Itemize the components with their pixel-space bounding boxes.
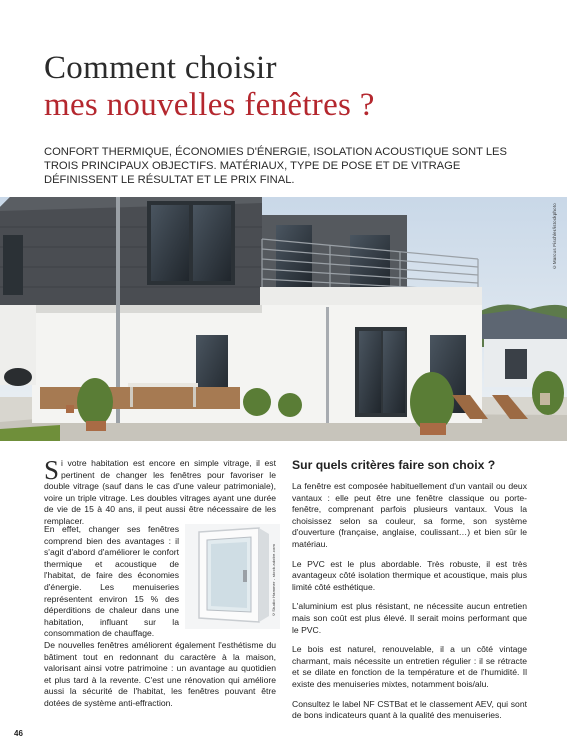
dropcap: S bbox=[44, 455, 60, 485]
paragraph: La fenêtre est composée habituellement d'un vantail ou deux vantaux : elle peut être une fenêtre classique ou porte-fenêtre, comprenant parfois plusieurs vantaux. Vous la choisissez selon sa couleur, sa forme, son système d'ouverture (française, anglaise, coulissant…) et bien sûr le matériau. bbox=[292, 481, 527, 549]
house-photo bbox=[0, 197, 567, 441]
paragraph: En effet, changer ses fenêtres comprend bien des avantages : il s'agit d'abord d'améliorer le confort thermique et acoustique de l'habitat, de faire des économies d'énergie. Les menuiseries représentent environ 15 % des déperditions de chaleur dans une habitation, influant sur la consommation de chauffage. bbox=[44, 524, 179, 639]
paragraph: Le bois est naturel, renouvelable, il a un côté vintage charmant, mais nécessite un entretien régulier : il se rétracte et se dilate en fonction de la température et de l'humidité. Il existe des menuiseries mixtes, notamment bois/alu. bbox=[292, 644, 527, 689]
house-illustration bbox=[0, 197, 567, 441]
inset-credit: ©Studio Hammer - stock.adobe.com bbox=[271, 544, 276, 617]
paragraph: Si votre habitation est encore en simple vitrage, il est pertinent de changer les fenêtres pour favoriser le double vitrage (sauf dans le cas d'une valeur patrimoniale), voire un triple vitrage. Les doubles vitrages ayant une durée de vie de 15 à 40 ans, il peut aussi être nécessaire de les remplacer. bbox=[44, 455, 276, 526]
page-number: 46 bbox=[14, 729, 23, 738]
paragraph: De nouvelles fenêtres améliorent également l'esthétisme du bâtiment tout en redonnant du caractère à la maison, valorisant ainsi votre patrimoine : un avantage au quotidien et plus tard à la revente. C'est une rénovation qui améliore aussi la sécurité de l'habitat, les fenêtres pouvant être dotées de système anti-effraction. bbox=[44, 640, 276, 708]
window-profile-image bbox=[185, 524, 280, 629]
paragraph: Consultez le label NF CSTBat et le classement AEV, qui sont de bons indicateurs quant à la qualité des menuiseries. bbox=[292, 698, 527, 721]
left-column-advantages bbox=[44, 524, 179, 648]
window-frame-illustration bbox=[185, 524, 280, 629]
paragraph: L'aluminium est plus résistant, ne nécessite aucun entretien mais son coût est plus élevé. Il serait moins performant que le PVC. bbox=[292, 601, 527, 635]
photo-credit: ©Marcus Fischler/istockphoto bbox=[552, 203, 557, 270]
article-lead: CONFORT THERMIQUE, ÉCONOMIES D'ÉNERGIE, ISOLATION ACOUSTIQUE SONT LES TROIS PRINCIPAUX OBJECTIFS. MATÉRIAUX, TYPE DE POSE ET DE VITRAGE DÉFINISSENT LE RÉSULTAT ET LE PRIX FINAL. bbox=[44, 146, 507, 187]
left-column-aesthetics bbox=[44, 640, 276, 718]
section-heading: Sur quels critères faire son choix ? bbox=[292, 458, 496, 472]
article-title-line2: mes nouvelles fenêtres ? bbox=[44, 87, 375, 123]
right-column-body bbox=[292, 481, 527, 730]
paragraph: Le PVC est le plus abordable. Très robuste, il est très avantageux côté isolation thermique et acoustique, mais plus limité côté esthétique. bbox=[292, 558, 527, 592]
article-title-line1: Comment choisir bbox=[44, 50, 277, 86]
